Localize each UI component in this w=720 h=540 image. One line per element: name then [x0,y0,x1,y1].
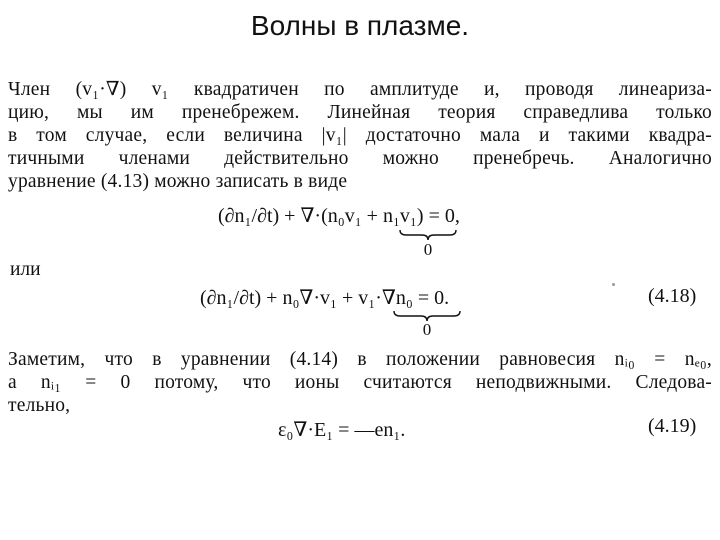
equation-number: (4.19) [648,415,697,437]
page-title: Волны в плазме. [250,10,470,41]
paragraph-equilibrium [8,348,712,417]
text-line: цию, мы им пренебрежем. Линейная теория справедлива только [8,102,712,123]
equation-poisson: ε₀∇·E₁ = —en₁. [278,419,406,441]
equation-number: (4.18) [648,285,697,307]
word-or: или [10,259,41,280]
scan-speck [612,283,615,286]
equation-continuity-2: (∂n₁/∂t) + n₀∇·v₁ + v₁·∇n₀ = 0. [200,287,450,309]
text-line: тичными членами действительно можно пренебречь. Аналогично [8,148,712,169]
text-line: тельно, [8,395,71,416]
brace-label-zero: 0 [422,320,432,339]
text-line: а nᵢ₁ = 0 потому, что ионы считаются неподвижными. Следова- [8,372,712,393]
text-line: Заметим, что в уравнении (4.14) в положении равновесия nᵢ₀ = nₑ₀, [8,349,712,370]
paragraph-linearization [8,78,712,193]
equation-continuity-1: (∂n₁/∂t) + ∇·(n₀v₁ + n₁v₁) = 0, [218,205,460,227]
brace-label-zero: 0 [423,240,433,259]
text-line: Член (v₁·∇) v₁ квадратичен по амплитуде и, проводя линеариза- [8,79,712,100]
text-line: в том случае, если величина |v₁| достаточно мала и такими квадра- [8,125,712,146]
text-line: уравнение (4.13) можно записать в виде [8,171,348,192]
